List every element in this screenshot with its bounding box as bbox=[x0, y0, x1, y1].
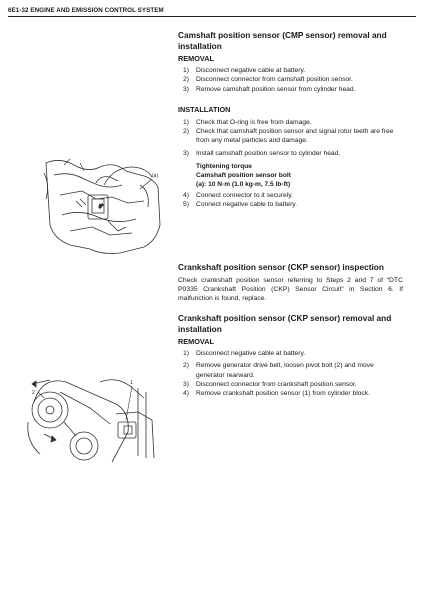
cmp-installation-heading: INSTALLATION bbox=[178, 104, 231, 114]
cmp-removal-steps bbox=[178, 66, 403, 94]
cmp-figure-label-a: (a) bbox=[152, 173, 159, 179]
ckp-sensor-illustration bbox=[20, 362, 170, 468]
ckp-inspection-title: Crankshaft position sensor (CKP sensor) inspection bbox=[178, 262, 384, 272]
cmp-installation-steps-after bbox=[178, 191, 403, 210]
list-item: 4) Remove crankshaft position sensor (1) from cylinder block. bbox=[183, 390, 370, 398]
cmp-section-title: Camshaft position sensor (CMP sensor) removal and installation bbox=[178, 30, 387, 51]
list-item: 3) Remove camshaft position sensor from cylinder head. bbox=[183, 85, 356, 93]
list-item: 2) Disconnect connector from camshaft position sensor. bbox=[183, 76, 353, 84]
header-rule bbox=[8, 16, 416, 17]
list-item: 1) Disconnect negative cable at battery. bbox=[183, 350, 306, 357]
torque-title: Tightening torque bbox=[196, 163, 252, 171]
list-item: 1) Check that O-ring is free from damage. bbox=[183, 118, 312, 126]
list-item: 5) Connect negative cable to battery. bbox=[183, 201, 297, 209]
ckp-removal-title: Crankshaft position sensor (CKP sensor) removal and installation bbox=[178, 313, 392, 334]
list-item: 1) Disconnect negative cable at battery. bbox=[183, 67, 306, 74]
ckp-removal-heading: REMOVAL bbox=[178, 337, 214, 346]
list-item: 4) Connect connector to it securely. bbox=[183, 192, 293, 200]
cmp-removal-heading: REMOVAL bbox=[178, 54, 214, 63]
tightening-torque-spec bbox=[178, 162, 403, 189]
ckp-inspection-body: Check crankshaft position sensor referring to Steps 2 and 7 of “DTC P0335 Crankshaft Position (CKP) Sensor Circuit” in Section 6. If malfunction is found, replace. bbox=[178, 276, 403, 302]
list-item: 2) Check that camshaft position sensor and signal rotor teeth are free from any metal particles and damage. bbox=[183, 128, 394, 145]
ckp-figure-label-1: 1 bbox=[130, 380, 133, 386]
ckp-removal-steps bbox=[178, 349, 403, 398]
cmp-section bbox=[178, 30, 403, 210]
cmp-installation-steps bbox=[178, 118, 403, 158]
ckp-removal-section bbox=[178, 313, 403, 398]
list-item: 3) Disconnect connector from crankshaft position sensor. bbox=[183, 380, 357, 388]
ckp-inspection-section bbox=[178, 262, 403, 303]
page-header: 6E1-32 ENGINE AND EMISSION CONTROL SYSTEM bbox=[8, 7, 164, 14]
ckp-figure-label-2: 2 bbox=[32, 390, 35, 396]
torque-value: (a): 10 N·m (1.0 kg-m, 7.5 lb-ft) bbox=[196, 181, 291, 189]
list-item: 3) Install camshaft position sensor to cylinder head. bbox=[183, 149, 341, 157]
torque-item: Camshaft position sensor bolt bbox=[196, 172, 291, 180]
cmp-sensor-illustration bbox=[40, 155, 170, 263]
list-item: 2) Remove generator drive belt, loosen pivot bolt (2) and move generator rearward. bbox=[183, 362, 374, 379]
